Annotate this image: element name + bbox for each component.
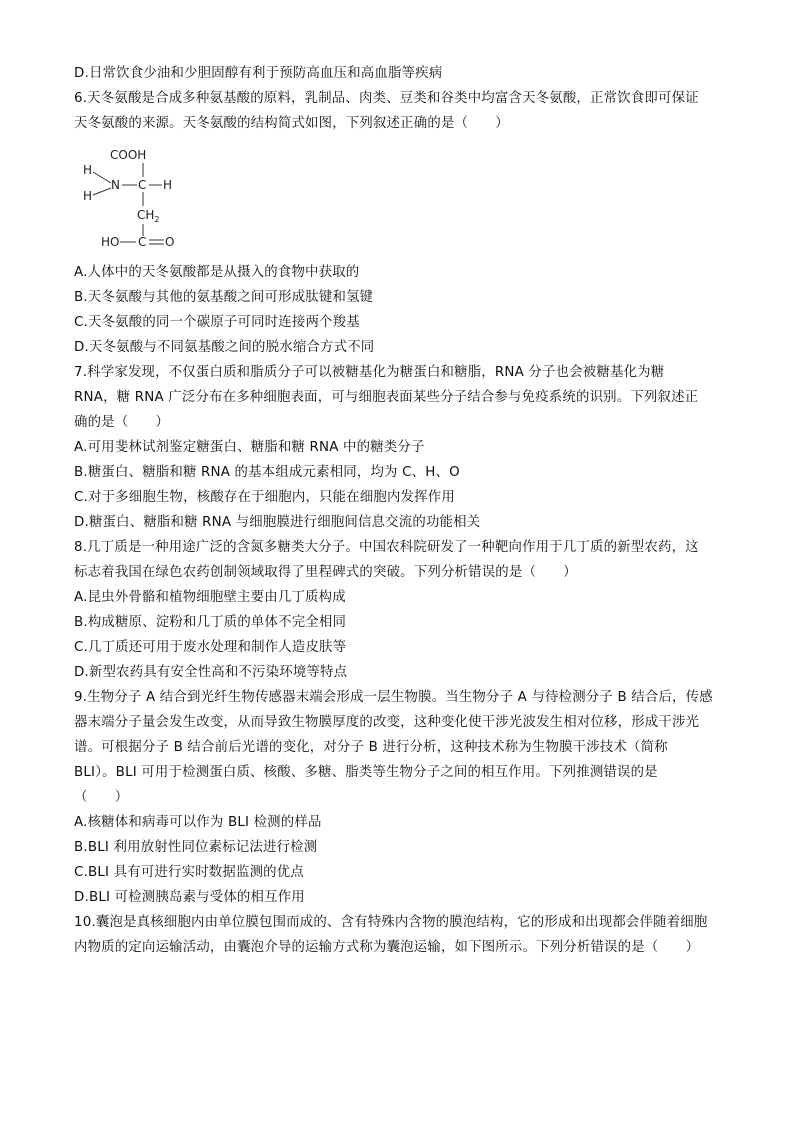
question-8-option-b: B.构成糖原、淀粉和几丁质的单体不完全相同 <box>74 615 347 630</box>
question-5-option-d: D.日常饮食少油和少胆固醇有利于预防高血压和高血脂等疾病 <box>74 66 443 81</box>
formula-ch2 <box>137 208 160 224</box>
formula-ch2-subscript: 2 <box>154 215 160 224</box>
bond-h-n-lower <box>93 188 111 195</box>
question-9-option-d: D.BLI 可检测胰岛素与受体的相互作用 <box>74 890 305 905</box>
question-6-stem-line-1: 6.天冬氨酸是合成多种氨基酸的原料，乳制品、肉类、豆类和谷类中均富含天冬氨酸，正常饮食即可保证 <box>74 91 699 106</box>
formula-h-upper: H <box>83 163 93 177</box>
formula-h-right: H <box>163 178 173 192</box>
question-9-stem-line-2: 器末端分子量会发生改变，从而导致生物膜厚度的改变，这种变化使干涉光波发生相对位移，形成干涉光 <box>74 715 700 730</box>
question-6-option-a: A.人体中的天冬氨酸都是从摄入的食物中获取的 <box>74 265 360 280</box>
formula-c-carboxyl: C <box>138 235 147 249</box>
formula-c-alpha: C <box>138 178 147 192</box>
question-9-stem-line-4: BLI）。BLI 可用于检测蛋白质、核酸、多糖、脂类等生物分子之间的相互作用。下列推测错误的是 <box>74 765 658 780</box>
formula-n: N <box>111 178 120 192</box>
formula-h-lower: H <box>83 189 93 203</box>
question-8-stem-line-1: 8.几丁质是一种用途广泛的含氮多糖类大分子。中国农科院研发了一种靶向作用于几丁质的新型农药，这 <box>74 540 699 555</box>
formula-cooh-top: COOH <box>110 148 147 162</box>
question-6-option-d: D.天冬氨酸与不同氨基酸之间的脱水缩合方式不同 <box>74 340 375 355</box>
aspartic-acid-structure <box>80 142 190 252</box>
question-9-option-a: A.核糖体和病毒可以作为 BLI 检测的样品 <box>74 815 322 830</box>
bond-h-n-upper <box>93 172 111 183</box>
question-10-stem-line-1: 10.囊泡是真核细胞内由单位膜包围而成的、含有特殊内含物的膜泡结构，它的形成和出现都会伴随着细胞 <box>74 915 708 930</box>
question-9-option-b: B.BLI 利用放射性同位素标记法进行检测 <box>74 840 318 855</box>
question-7-option-b: B.糖蛋白、糖脂和糖 RNA 的基本组成元素相同，均为 C、H、O <box>74 465 460 480</box>
question-7-option-d: D.糖蛋白、糖脂和糖 RNA 与细胞膜进行细胞间信息交流的功能相关 <box>74 515 481 530</box>
question-6-stem-line-2: 天冬氨酸的来源。天冬氨酸的结构简式如图，下列叙述正确的是（ ） <box>74 116 509 131</box>
question-9-stem-line-5: （ ） <box>74 790 129 805</box>
question-9-option-c: C.BLI 具有可进行实时数据监测的优点 <box>74 865 304 880</box>
question-7-stem-line-3: 确的是（ ） <box>74 415 170 430</box>
question-7-stem-line-2: RNA，糖 RNA 广泛分布在多种细胞表面，可与细胞表面某些分子结合参与免疫系统的识别。下列叙述正 <box>74 390 699 405</box>
question-8-option-d: D.新型农药具有安全性高和不污染环境等特点 <box>74 665 348 680</box>
question-10-stem-line-2: 内物质的定向运输活动，由囊泡介导的运输方式称为囊泡运输，如下图所示。下列分析错误的是（ ） <box>74 940 700 955</box>
question-7-stem-line-1: 7.科学家发现，不仅蛋白质和脂质分子可以被糖基化为糖蛋白和糖脂，RNA 分子也会被糖基化为糖 <box>74 365 665 380</box>
question-6-option-c: C.天冬氨酸的同一个碳原子可同时连接两个羧基 <box>74 315 360 330</box>
question-9-stem-line-3: 谱。可根据分子 B 结合前后光谱的变化，对分子 B 进行分析，这种技术称为生物膜干涉技术（简称 <box>74 740 668 755</box>
question-7-option-c: C.对于多细胞生物，核酸存在于细胞内，只能在细胞内发挥作用 <box>74 490 455 505</box>
formula-o: O <box>165 235 175 249</box>
question-8-option-c: C.几丁质还可用于废水处理和制作人造皮肤等 <box>74 640 347 655</box>
formula-ho: HO <box>101 235 120 249</box>
formula-ch2-main: CH <box>137 208 155 222</box>
question-9-stem-line-1: 9.生物分子 A 结合到光纤生物传感器末端会形成一层生物膜。当生物分子 A 与待检测分子 B 结合后，传感 <box>74 690 713 705</box>
question-8-stem-line-2: 标志着我国在绿色农药创制领域取得了里程碑式的突破。下列分析错误的是（ ） <box>74 565 577 580</box>
question-7-option-a: A.可用斐林试剂鉴定糖蛋白、糖脂和糖 RNA 中的糖类分子 <box>74 440 425 455</box>
question-8-option-a: A.昆虫外骨骼和植物细胞壁主要由几丁质构成 <box>74 590 346 605</box>
question-6-option-b: B.天冬氨酸与其他的氨基酸之间可形成肽键和氢键 <box>74 290 374 305</box>
